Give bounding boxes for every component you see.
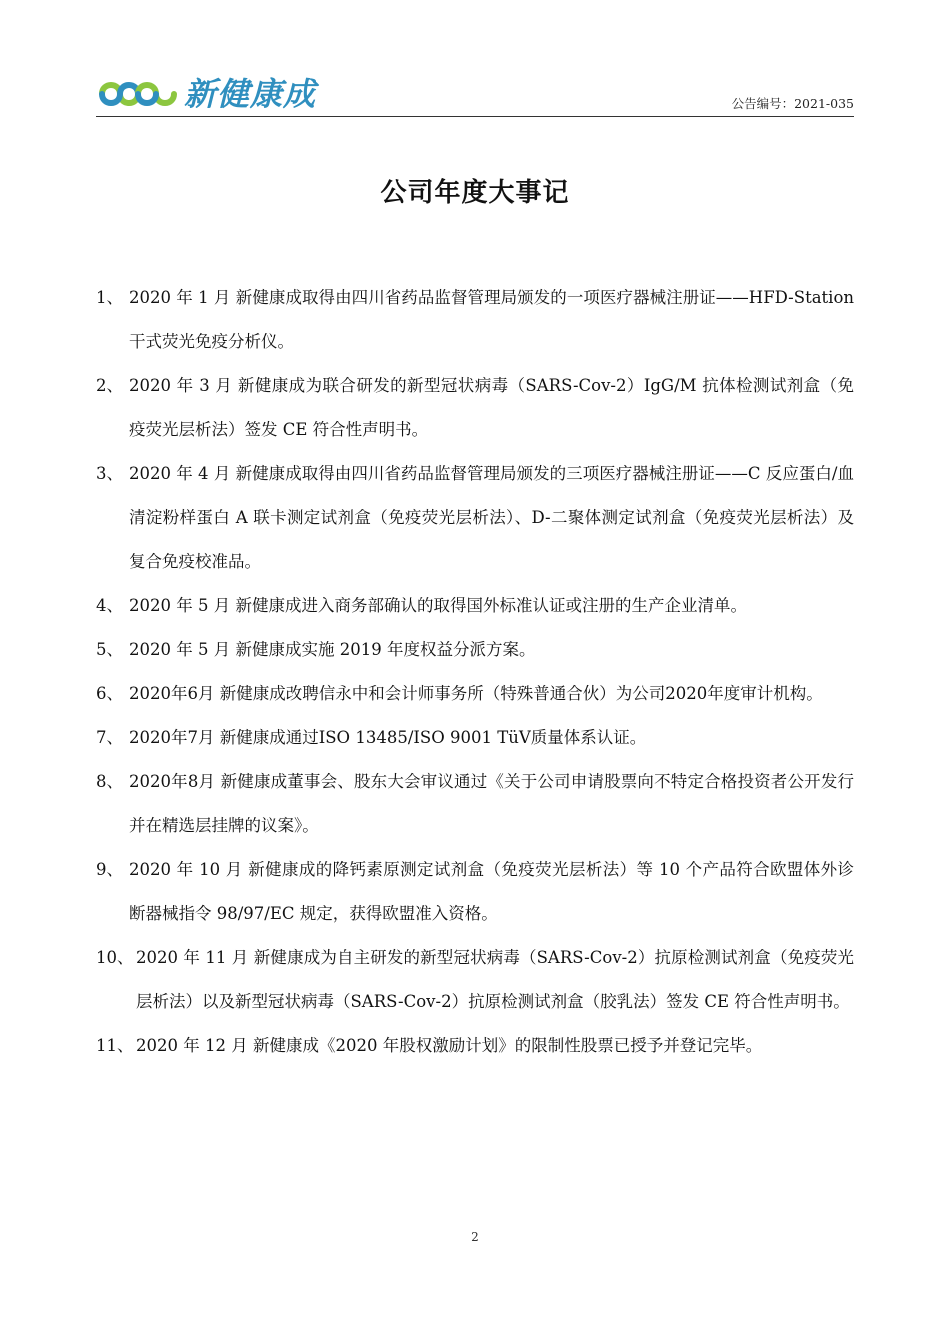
page-header [96, 70, 854, 117]
event-number: 3、 [96, 464, 123, 483]
event-number: 6、 [96, 684, 123, 703]
event-text: 2020 年 11 月 新健康成为自主研发的新型冠状病毒（SARS-Cov-2）抗原检测试剂盒（免疫荧光层析法）以及新型冠状病毒（SARS-Cov-2）抗原检测试剂盒（胶乳法）签发 CE 符合性声明书。 [136, 948, 854, 1011]
event-number: 7、 [96, 728, 123, 747]
notice-number: 公告编号：2021-035 [731, 96, 854, 111]
event-text: 2020 年 12 月 新健康成《2020 年股权激励计划》的限制性股票已授予并登记完毕。 [136, 1036, 763, 1055]
event-number: 5、 [96, 640, 123, 659]
event-item [96, 672, 854, 716]
event-number: 4、 [96, 596, 123, 615]
event-item [96, 584, 854, 628]
event-item [96, 936, 854, 1024]
page-number: 2 [471, 1230, 479, 1244]
event-number: 8、 [96, 772, 123, 791]
event-item [96, 848, 854, 936]
event-number: 10、 [96, 948, 134, 967]
event-item [96, 716, 854, 760]
events-list [96, 276, 854, 1068]
event-text: 2020年8月 新健康成董事会、股东大会审议通过《关于公司申请股票向不特定合格投资者公开发行并在精选层挂牌的议案》。 [129, 772, 854, 835]
page-title: 公司年度大事记 [380, 178, 570, 208]
event-number: 11、 [96, 1036, 134, 1055]
event-text: 2020 年 5 月 新健康成实施 2019 年度权益分派方案。 [129, 640, 536, 659]
event-item [96, 276, 854, 364]
event-item [96, 628, 854, 672]
event-text: 2020 年 4 月 新健康成取得由四川省药品监督管理局颁发的三项医疗器械注册证——C 反应蛋白/血清淀粉样蛋白 A 联卡测定试剂盒（免疫荧光层析法）、D-二聚体测定试剂盒（免疫荧光层析法）及复合免疫校准品。 [129, 464, 854, 571]
event-item [96, 452, 854, 584]
logo-text: 新健康成 [184, 75, 317, 113]
company-logo [98, 76, 316, 112]
event-item [96, 364, 854, 452]
event-text: 2020 年 5 月 新健康成进入商务部确认的取得国外标准认证或注册的生产企业清单。 [129, 596, 747, 615]
event-item [96, 760, 854, 848]
event-number: 9、 [96, 860, 123, 879]
logo-mark-icon [98, 76, 182, 112]
event-text: 2020 年 1 月 新健康成取得由四川省药品监督管理局颁发的一项医疗器械注册证——HFD-Station 干式荧光免疫分析仪。 [129, 288, 854, 351]
event-text: 2020年6月 新健康成改聘信永中和会计师事务所（特殊普通合伙）为公司2020年度审计机构。 [129, 684, 823, 703]
event-text: 2020 年 10 月 新健康成的降钙素原测定试剂盒（免疫荧光层析法）等 10 个产品符合欧盟体外诊断器械指令 98/97/EC 规定，获得欧盟准入资格。 [129, 860, 854, 923]
event-text: 2020 年 3 月 新健康成为联合研发的新型冠状病毒（SARS-Cov-2）IgG/M 抗体检测试剂盒（免疫荧光层析法）签发 CE 符合性声明书。 [129, 376, 854, 439]
event-item [96, 1024, 854, 1068]
event-text: 2020年7月 新健康成通过ISO 13485/ISO 9001 TüV质量体系认证。 [129, 728, 647, 747]
event-number: 1、 [96, 288, 123, 307]
event-number: 2、 [96, 376, 123, 395]
